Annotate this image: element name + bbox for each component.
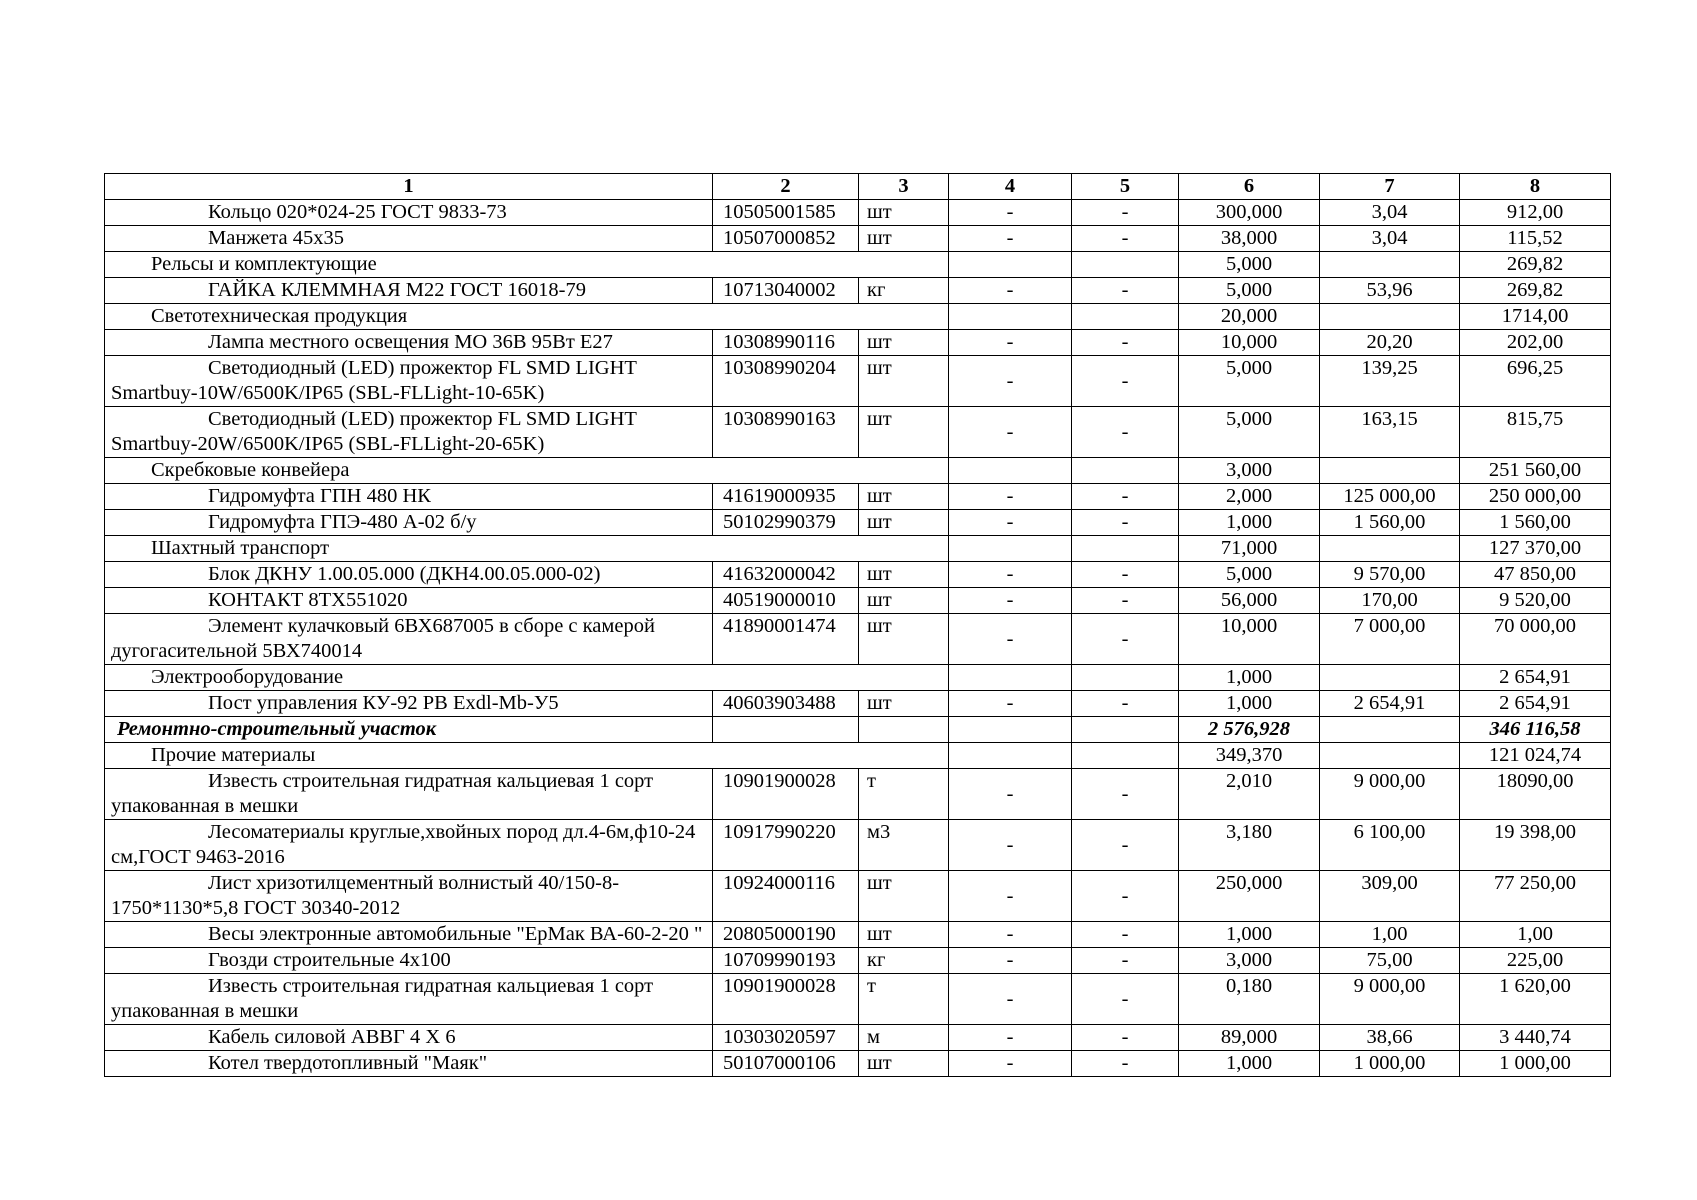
col4-cell: - [949,278,1072,304]
quantity-cell: 3,000 [1179,948,1320,974]
item-name-cell: Светодиодный (LED) прожектор FL SMD LIGHT Smartbuy-20W/6500K/IP65 (SBL-FLLight-20-65K) [105,407,713,458]
quantity-cell: 0,180 [1179,974,1320,1025]
item-name-cell: Гвозди строительные 4х100 [105,948,713,974]
item-name-cell: ГАЙКА КЛЕММНАЯ М22 ГОСТ 16018-79 [105,278,713,304]
quantity-cell: 10,000 [1179,330,1320,356]
item-name-cell: Кабель силовой АВВГ 4 Х 6 [105,1025,713,1051]
sum-cell: 115,52 [1460,226,1611,252]
item-code-cell: 10901900028 [713,974,859,1025]
item-name-cell: Котел твердотопливный "Маяк" [105,1051,713,1077]
table-row [105,1051,1611,1077]
unit-cell: кг [859,278,949,304]
empty-cell [1320,665,1460,691]
group-row [105,536,1611,562]
col4-cell: - [949,1025,1072,1051]
item-name-cell: Манжета 45х35 [105,226,713,252]
table-row [105,691,1611,717]
price-cell: 170,00 [1320,588,1460,614]
item-code-cell: 10713040002 [713,278,859,304]
table-row [105,588,1611,614]
empty-cell [1320,252,1460,278]
unit-cell: т [859,974,949,1025]
col5-cell: - [1072,588,1179,614]
col4-cell: - [949,588,1072,614]
item-name-cell: Лист хризотилцементный волнистый 40/150-8-1750*1130*5,8 ГОСТ 30340-2012 [105,871,713,922]
col4-cell: - [949,484,1072,510]
group-name: Шахтный транспорт [105,536,949,562]
sum-cell: 18090,00 [1460,769,1611,820]
header-col-4: 4 [949,174,1072,200]
unit-cell: шт [859,691,949,717]
table-row [105,562,1611,588]
table-row [105,226,1611,252]
sum-cell: 1,00 [1460,922,1611,948]
sum-cell: 47 850,00 [1460,562,1611,588]
col4-cell: - [949,922,1072,948]
col5-cell: - [1072,614,1179,665]
table-row [105,820,1611,871]
quantity-cell: 2,010 [1179,769,1320,820]
col4-cell: - [949,356,1072,407]
sum-cell: 1 620,00 [1460,974,1611,1025]
price-cell: 9 570,00 [1320,562,1460,588]
quantity-cell: 2 576,928 [1179,717,1320,743]
item-code-cell: 10303020597 [713,1025,859,1051]
empty-cell [949,717,1072,743]
col4-cell: - [949,226,1072,252]
col5-cell: - [1072,510,1179,536]
unit-cell: шт [859,871,949,922]
empty-cell [949,458,1072,484]
table-body [105,200,1611,1077]
header-col-1: 1 [105,174,713,200]
table-row [105,871,1611,922]
unit-cell: шт [859,1051,949,1077]
item-name-cell: Известь строительная гидратная кальциевая 1 сорт упакованная в мешки [105,769,713,820]
table-row [105,407,1611,458]
unit-cell: м [859,1025,949,1051]
unit-cell: шт [859,510,949,536]
quantity-cell: 5,000 [1179,562,1320,588]
empty-cell [1320,743,1460,769]
col5-cell: - [1072,691,1179,717]
unit-cell: шт [859,330,949,356]
empty-cell [1320,304,1460,330]
group-row [105,252,1611,278]
item-code-cell: 10308990163 [713,407,859,458]
table-row [105,278,1611,304]
empty-cell [859,717,949,743]
col5-cell: - [1072,200,1179,226]
group-name: Ремонтно-строительный участок [105,717,713,743]
group-name: Прочие материалы [105,743,949,769]
unit-cell: шт [859,226,949,252]
col4-cell: - [949,871,1072,922]
item-name-cell: Пост управления КУ-92 РВ Exdl-Mb-У5 [105,691,713,717]
item-name-cell: Светодиодный (LED) прожектор FL SMD LIGHT Smartbuy-10W/6500K/IP65 (SBL-FLLight-10-65K) [105,356,713,407]
item-name-cell: Лампа местного освещения МО 36В 95Вт Е27 [105,330,713,356]
price-cell: 1,00 [1320,922,1460,948]
item-code-cell: 10917990220 [713,820,859,871]
item-code-cell: 50107000106 [713,1051,859,1077]
quantity-cell: 56,000 [1179,588,1320,614]
col5-cell: - [1072,820,1179,871]
quantity-cell: 1,000 [1179,922,1320,948]
item-name-cell: Блок ДКНУ 1.00.05.000 (ДКН4.00.05.000-02) [105,562,713,588]
unit-cell: шт [859,356,949,407]
sum-cell: 70 000,00 [1460,614,1611,665]
item-name-cell: Кольцо 020*024-25 ГОСТ 9833-73 [105,200,713,226]
sum-cell: 251 560,00 [1460,458,1611,484]
price-cell: 7 000,00 [1320,614,1460,665]
sum-cell: 127 370,00 [1460,536,1611,562]
table-row [105,948,1611,974]
table-row [105,769,1611,820]
table-row [105,356,1611,407]
col5-cell: - [1072,484,1179,510]
sum-cell: 269,82 [1460,252,1611,278]
table-row [105,614,1611,665]
header-col-3: 3 [859,174,949,200]
price-cell: 139,25 [1320,356,1460,407]
col5-cell: - [1072,948,1179,974]
price-cell: 163,15 [1320,407,1460,458]
col4-cell: - [949,562,1072,588]
col5-cell: - [1072,974,1179,1025]
price-cell: 2 654,91 [1320,691,1460,717]
unit-cell: шт [859,922,949,948]
quantity-cell: 250,000 [1179,871,1320,922]
sum-cell: 912,00 [1460,200,1611,226]
unit-cell: шт [859,407,949,458]
quantity-cell: 10,000 [1179,614,1320,665]
sum-cell: 2 654,91 [1460,665,1611,691]
col5-cell: - [1072,356,1179,407]
item-code-cell: 41632000042 [713,562,859,588]
group-name: Рельсы и комплектующие [105,252,949,278]
quantity-cell: 71,000 [1179,536,1320,562]
table-row [105,510,1611,536]
unit-cell: м3 [859,820,949,871]
item-code-cell: 10308990116 [713,330,859,356]
sum-cell: 815,75 [1460,407,1611,458]
unit-cell: шт [859,614,949,665]
sum-cell: 19 398,00 [1460,820,1611,871]
empty-cell [1320,536,1460,562]
empty-cell [1072,717,1179,743]
sum-cell: 121 024,74 [1460,743,1611,769]
unit-cell: шт [859,484,949,510]
empty-cell [1320,458,1460,484]
col5-cell: - [1072,1025,1179,1051]
sum-cell: 1714,00 [1460,304,1611,330]
materials-table [104,173,1611,1077]
item-name-cell: КОНТАКТ 8ТХ551020 [105,588,713,614]
quantity-cell: 349,370 [1179,743,1320,769]
empty-cell [1072,458,1179,484]
col4-cell: - [949,510,1072,536]
group-row [105,665,1611,691]
quantity-cell: 1,000 [1179,665,1320,691]
item-code-cell: 41619000935 [713,484,859,510]
item-code-cell: 40603903488 [713,691,859,717]
empty-cell [1072,304,1179,330]
group-name: Скребковые конвейера [105,458,949,484]
col4-cell: - [949,330,1072,356]
unit-cell: шт [859,200,949,226]
item-name-cell: Известь строительная гидратная кальциевая 1 сорт упакованная в мешки [105,974,713,1025]
quantity-cell: 38,000 [1179,226,1320,252]
price-cell: 53,96 [1320,278,1460,304]
header-col-8: 8 [1460,174,1611,200]
header-row [105,174,1611,200]
col4-cell: - [949,948,1072,974]
item-code-cell: 40519000010 [713,588,859,614]
col5-cell: - [1072,407,1179,458]
item-code-cell: 20805000190 [713,922,859,948]
item-code-cell: 10507000852 [713,226,859,252]
table-row [105,922,1611,948]
table-row [105,330,1611,356]
table-row [105,484,1611,510]
price-cell: 125 000,00 [1320,484,1460,510]
col4-cell: - [949,974,1072,1025]
header-col-6: 6 [1179,174,1320,200]
item-name-cell: Лесоматериалы круглые,хвойных пород дл.4-6м,ф10-24 см,ГОСТ 9463-2016 [105,820,713,871]
empty-cell [949,252,1072,278]
price-cell: 3,04 [1320,200,1460,226]
item-code-cell: 10709990193 [713,948,859,974]
col4-cell: - [949,820,1072,871]
sum-cell: 250 000,00 [1460,484,1611,510]
sum-cell: 346 116,58 [1460,717,1611,743]
sum-cell: 1 000,00 [1460,1051,1611,1077]
item-name-cell: Гидромуфта ГПЭ-480 А-02 б/у [105,510,713,536]
quantity-cell: 1,000 [1179,1051,1320,1077]
col5-cell: - [1072,330,1179,356]
header-col-7: 7 [1320,174,1460,200]
empty-cell [1072,252,1179,278]
quantity-cell: 3,180 [1179,820,1320,871]
col4-cell: - [949,200,1072,226]
col4-cell: - [949,407,1072,458]
col5-cell: - [1072,278,1179,304]
unit-cell: шт [859,588,949,614]
price-cell: 1 560,00 [1320,510,1460,536]
price-cell: 6 100,00 [1320,820,1460,871]
header-col-2: 2 [713,174,859,200]
quantity-cell: 5,000 [1179,356,1320,407]
sum-cell: 696,25 [1460,356,1611,407]
item-name-cell: Элемент кулачковый 6ВХ687005 в сборе с камерой дугогасительной 5ВХ740014 [105,614,713,665]
sum-cell: 3 440,74 [1460,1025,1611,1051]
item-code-cell: 10308990204 [713,356,859,407]
item-code-cell: 41890001474 [713,614,859,665]
item-code-cell: 50102990379 [713,510,859,536]
col4-cell: - [949,769,1072,820]
col5-cell: - [1072,562,1179,588]
empty-cell [949,743,1072,769]
header-col-5: 5 [1072,174,1179,200]
empty-cell [1320,717,1460,743]
sum-cell: 2 654,91 [1460,691,1611,717]
unit-cell: шт [859,562,949,588]
item-name-cell: Гидромуфта ГПН 480 НК [105,484,713,510]
quantity-cell: 1,000 [1179,510,1320,536]
sum-cell: 202,00 [1460,330,1611,356]
empty-cell [1072,665,1179,691]
col5-cell: - [1072,1051,1179,1077]
group-name: Светотехническая продукция [105,304,949,330]
quantity-cell: 20,000 [1179,304,1320,330]
group-row [105,304,1611,330]
empty-cell [1072,743,1179,769]
unit-cell: т [859,769,949,820]
sum-cell: 269,82 [1460,278,1611,304]
col4-cell: - [949,614,1072,665]
col4-cell: - [949,691,1072,717]
price-cell: 20,20 [1320,330,1460,356]
col5-cell: - [1072,922,1179,948]
sum-cell: 9 520,00 [1460,588,1611,614]
item-code-cell: 10901900028 [713,769,859,820]
group-row [105,458,1611,484]
empty-cell [713,717,859,743]
sum-cell: 1 560,00 [1460,510,1611,536]
table-row [105,200,1611,226]
quantity-cell: 1,000 [1179,691,1320,717]
item-code-cell: 10505001585 [713,200,859,226]
price-cell: 75,00 [1320,948,1460,974]
col5-cell: - [1072,226,1179,252]
price-cell: 9 000,00 [1320,974,1460,1025]
price-cell: 3,04 [1320,226,1460,252]
col5-cell: - [1072,871,1179,922]
quantity-cell: 5,000 [1179,407,1320,458]
table-row [105,1025,1611,1051]
col5-cell: - [1072,769,1179,820]
table-row [105,974,1611,1025]
quantity-cell: 5,000 [1179,278,1320,304]
group-name: Электрооборудование [105,665,949,691]
item-code-cell: 10924000116 [713,871,859,922]
group-row [105,743,1611,769]
quantity-cell: 3,000 [1179,458,1320,484]
sum-cell: 225,00 [1460,948,1611,974]
item-name-cell: Весы электронные автомобильные "ЕрМак ВА-60-2-20 " [105,922,713,948]
empty-cell [1072,536,1179,562]
price-cell: 1 000,00 [1320,1051,1460,1077]
section-total-row [105,717,1611,743]
quantity-cell: 300,000 [1179,200,1320,226]
quantity-cell: 89,000 [1179,1025,1320,1051]
empty-cell [949,665,1072,691]
empty-cell [949,536,1072,562]
price-cell: 309,00 [1320,871,1460,922]
quantity-cell: 2,000 [1179,484,1320,510]
price-cell: 38,66 [1320,1025,1460,1051]
sum-cell: 77 250,00 [1460,871,1611,922]
price-cell: 9 000,00 [1320,769,1460,820]
quantity-cell: 5,000 [1179,252,1320,278]
col4-cell: - [949,1051,1072,1077]
empty-cell [949,304,1072,330]
unit-cell: кг [859,948,949,974]
